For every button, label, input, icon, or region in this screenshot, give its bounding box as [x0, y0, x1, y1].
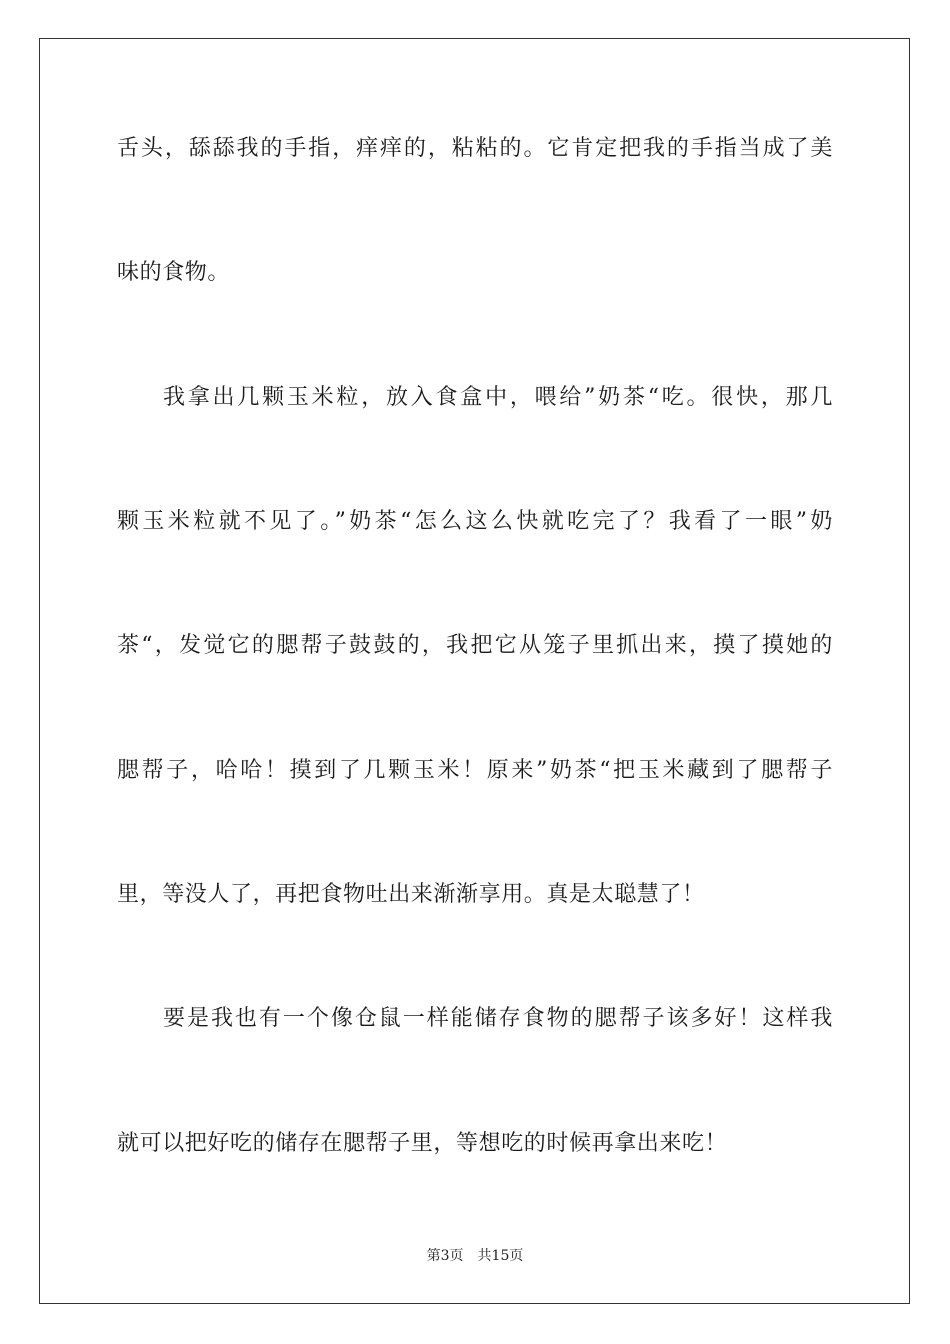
text-line-2: 味的食物。 — [117, 260, 231, 285]
text-line-8: 要是我也有一个像仓鼠一样能储存食物的腮帮子该多好！这样我 — [163, 1006, 833, 1031]
page-footer — [0, 1247, 950, 1265]
text-line-3: 我拿出几颗玉米粒，放入食盒中，喂给”奶茶“吃。很快，那几 — [163, 385, 833, 410]
text-line-7: 里，等没人了，再把食物吐出来渐渐享用。真是太聪慧了！ — [117, 882, 705, 907]
text-line-4: 颗玉米粒就不见了。”奶茶“怎么这么快就吃完了？我看了一眼”奶 — [117, 509, 833, 534]
page-frame — [39, 38, 910, 1304]
page-number: 第3页 — [426, 1248, 464, 1264]
text-line-9: 就可以把好吃的储存在腮帮子里，等想吃的时候再拿出来吃！ — [117, 1131, 728, 1156]
text-line-1: 舌头，舔舔我的手指，痒痒的，粘粘的。它肯定把我的手指当成了美 — [117, 136, 833, 161]
page-total: 共15页 — [477, 1248, 524, 1264]
text-line-6: 腮帮子，哈哈！摸到了几颗玉米！原来”奶茶“把玉米藏到了腮帮子 — [117, 758, 833, 783]
text-line-5: 茶“，发觉它的腮帮子鼓鼓的，我把它从笼子里抓出来，摸了摸她的 — [117, 633, 833, 658]
